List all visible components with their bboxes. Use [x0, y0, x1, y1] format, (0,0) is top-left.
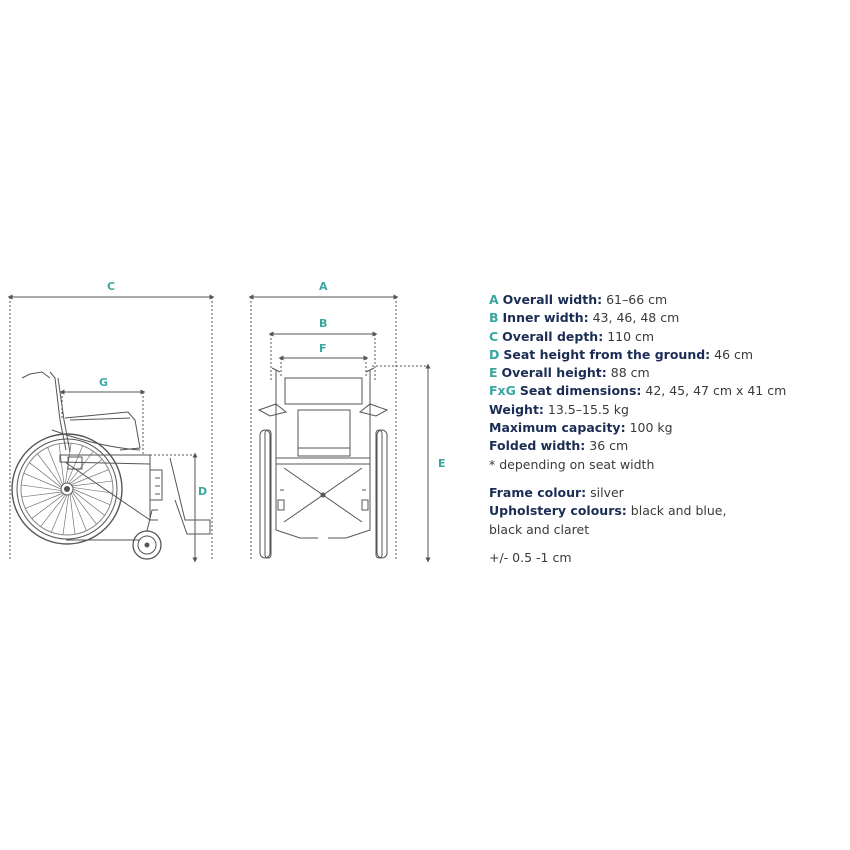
spec-label: Maximum capacity:	[489, 420, 626, 436]
spec-row	[489, 382, 839, 400]
spec-letter: A	[489, 292, 499, 307]
spec-label: Overall depth:	[502, 328, 604, 344]
spec-label: Weight:	[489, 401, 544, 417]
wheel-spoke	[73, 491, 105, 516]
wheel-spoke	[63, 495, 69, 535]
spec-value: 100 kg	[629, 420, 673, 436]
wheel-spoke	[72, 492, 96, 524]
spec-value: 13.5–15.5 kg	[547, 401, 629, 417]
spec-row	[489, 364, 839, 382]
side-view	[10, 297, 212, 560]
label-d: D	[198, 485, 208, 498]
dimension-b	[271, 334, 375, 380]
spec-value: 36 cm	[589, 438, 629, 454]
wheel-spoke	[32, 494, 64, 518]
front-view	[251, 297, 428, 560]
spec-value: 61–66 cm	[606, 292, 668, 307]
upholstery-label: Upholstery colours:	[489, 503, 627, 519]
side-rear-wheel	[12, 434, 122, 544]
upholstery-value-line1: black and blue,	[630, 503, 727, 519]
spec-letter: E	[489, 365, 498, 381]
spec-row	[489, 328, 839, 346]
label-b: B	[319, 317, 328, 330]
spec-label: Seat dimensions:	[519, 383, 642, 399]
front-cross-brace	[284, 468, 362, 522]
frame-colour-label: Frame colour:	[489, 484, 587, 500]
front-seat	[276, 410, 370, 464]
dimension-e	[372, 366, 428, 560]
dimension-g	[62, 392, 143, 455]
spec-value: 110 cm	[607, 328, 655, 344]
spec-row	[489, 401, 839, 419]
dimension-d	[150, 455, 195, 560]
label-g: G	[99, 376, 109, 389]
frame-colour-value: silver	[590, 484, 624, 500]
label-e: E	[438, 457, 446, 470]
label-f: F	[319, 342, 327, 355]
front-backrest	[272, 368, 374, 470]
spec-label: Inner width:	[502, 310, 589, 326]
spec-letter: FxG	[489, 383, 516, 399]
label-a: A	[319, 280, 328, 293]
upholstery-row	[489, 502, 839, 520]
spec-letter: C	[489, 328, 499, 344]
spec-value: 46 cm	[714, 346, 754, 362]
upholstery-value-line2: black and claret	[489, 521, 590, 537]
front-footrests	[276, 470, 370, 538]
label-c: C	[107, 280, 116, 293]
dimension-c	[10, 297, 212, 560]
spec-value: 88 cm	[610, 365, 650, 381]
tolerance-note: +/- 0.5 -1 cm	[489, 549, 572, 565]
wheel-spoke	[37, 454, 61, 486]
wheel-spoke	[51, 495, 67, 532]
spec-panel	[489, 291, 839, 567]
dimension-f	[281, 358, 366, 378]
footnote: * depending on seat width	[489, 456, 655, 472]
spec-letter: B	[489, 310, 499, 326]
spec-row	[489, 309, 839, 327]
wheel-spoke	[29, 463, 61, 488]
spec-label: Seat height from the ground:	[503, 346, 711, 362]
spec-label: Overall width:	[502, 292, 603, 307]
spec-row	[489, 346, 839, 364]
dimension-a	[251, 297, 396, 560]
wheel-spoke	[41, 495, 66, 527]
spec-value: 43, 46, 48 cm	[592, 310, 680, 326]
spec-label: Overall height:	[501, 365, 607, 381]
spec-row	[489, 419, 839, 437]
wheel-spoke	[24, 473, 61, 489]
spec-label: Folded width:	[489, 438, 586, 454]
frame-colour-row	[489, 484, 839, 502]
spec-row	[489, 291, 839, 309]
spec-letter: D	[489, 346, 500, 362]
wheel-spoke	[73, 489, 110, 505]
spec-value: 42, 45, 47 cm x 41 cm	[645, 383, 787, 399]
spec-row	[489, 437, 839, 455]
wheel-spoke	[21, 485, 61, 491]
